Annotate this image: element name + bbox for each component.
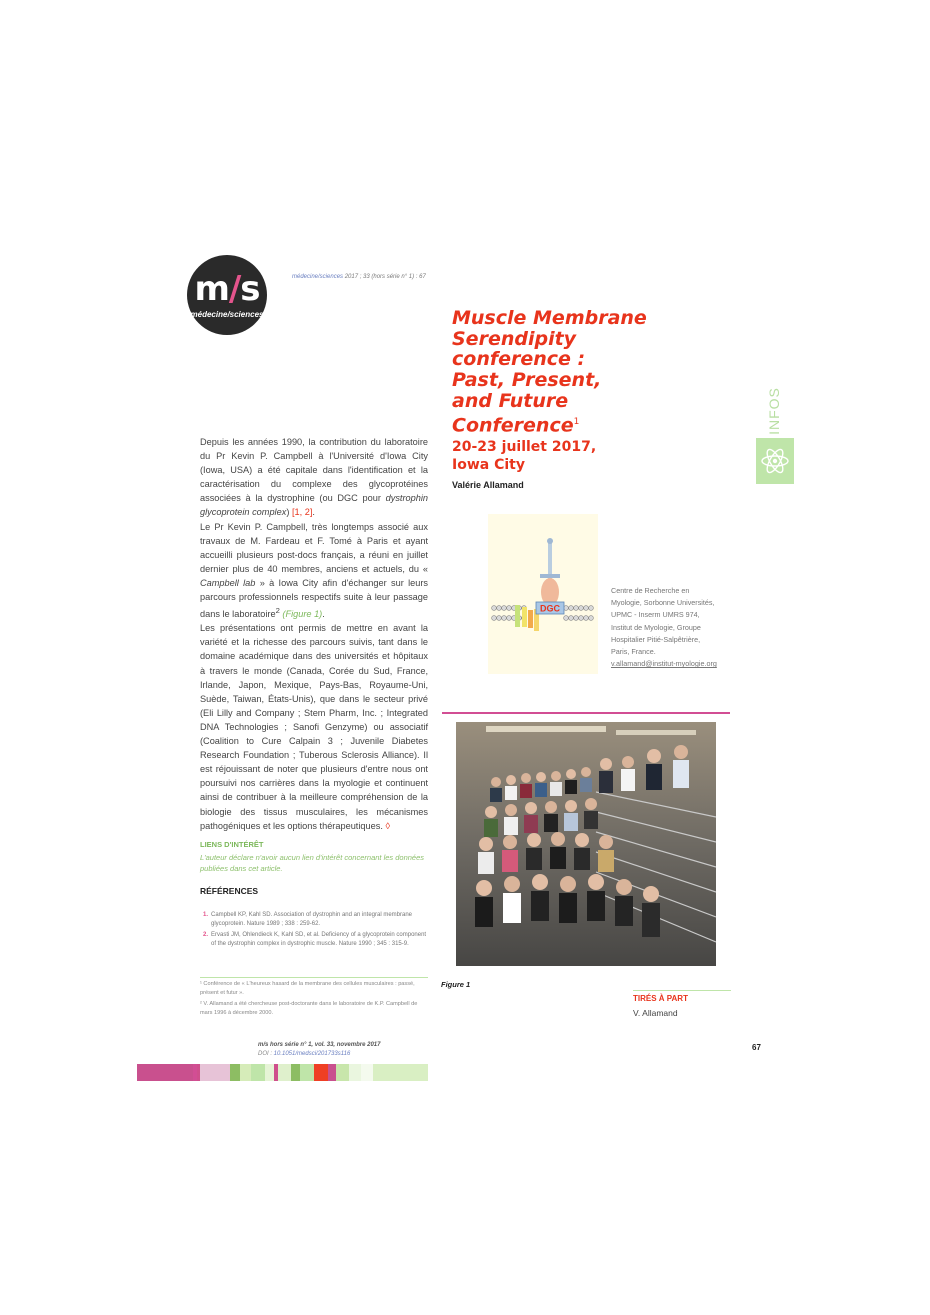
coi-heading: LIENS D'INTÉRÊT: [200, 840, 264, 849]
title-line: [452, 412, 712, 436]
body-text-run: Le Pr Kevin P. Campbell, très longtemps associé aux travaux de M. Fardeau et F. Tomé à Paris et ayant accueilli plusieurs post-docs français, a réuni en juillet dernier plus de 40 membres, anciens et actuels, du «: [200, 521, 428, 574]
coi-text: L'auteur déclare n'avoir aucun lien d'intérêt concernant les données publiées dans cet article.: [200, 853, 425, 873]
body-paragraph-1: Depuis les années 1990, la contribution du laboratoire du Pr Kevin P. Campbell à l'Université d'Iowa City (Iowa, USA) a été capitale dans l'identification et la caractérisation du complexe des glycoprotéines associées à la dystrophine (ou DGC pour dystrophin glycoprotein complex) [1, 2].: [200, 437, 428, 518]
color-bar-segment: [349, 1064, 361, 1081]
title-footnote-ref[interactable]: 1: [573, 416, 580, 427]
title-line: and Future: [452, 389, 569, 412]
logo-mark: [187, 269, 267, 309]
reprint-author: V. Allamand: [633, 1008, 678, 1018]
body-text-run: Depuis les années 1990, la contribution du laboratoire du Pr Kevin P. Campbell à l'Université d'Iowa City (Iowa, USA) a été capitale dans l'identification et la caractérisation du complexe des glycoprotéines associées à la dystrophine (ou DGC pour: [200, 437, 428, 504]
reference-number: 1.: [203, 912, 209, 918]
author-email-link[interactable]: v.allamand@institut-myologie.org: [611, 659, 717, 669]
section-tab: [756, 438, 794, 484]
section-tab-text: INFOS: [766, 387, 782, 435]
reference-link[interactable]: [1, 2]: [291, 507, 313, 518]
dgc-label: DGC: [540, 603, 560, 614]
color-bar-segment: [200, 1064, 230, 1081]
footnote-divider: [200, 977, 428, 978]
color-bar-segment: [291, 1064, 300, 1081]
color-bar-segment: [251, 1064, 265, 1081]
doi-line: [258, 1051, 350, 1057]
figure-link[interactable]: (Figure 1): [282, 609, 323, 620]
doi-label: DOI :: [258, 1051, 274, 1057]
reprint-divider: [633, 990, 731, 991]
footnote-ref[interactable]: 2: [275, 606, 280, 616]
body-paragraph-3: [200, 621, 428, 832]
reference-item: [203, 911, 427, 930]
logo-m: m: [194, 269, 229, 309]
article-author: Valérie Allamand: [452, 480, 524, 490]
color-bar-segment: [314, 1064, 328, 1081]
logo-subtitle: médecine/sciences: [190, 310, 264, 319]
journal-volume: 2017 ; 33 (hors série n° 1) : 67: [343, 274, 426, 280]
article-subtitle: [452, 438, 712, 474]
color-bar-segment: [373, 1064, 428, 1081]
references-heading: RÉFÉRENCES: [200, 886, 259, 896]
group-photo-illustration: [456, 722, 716, 966]
reference-text: Campbell KP, Kahl SD. Association of dystrophin and an integral membrane glycoprotein. Nature 1989 ; 338 : 259-62.: [211, 912, 413, 928]
affiliation-line: Paris, France.: [611, 647, 656, 657]
journal-logo: [187, 255, 267, 335]
color-bar-segment: [240, 1064, 251, 1081]
footnote: ¹ Conférence de « L'heureux hasard de la membrane des cellules musculaires : passé, présent et futur ».: [200, 981, 415, 996]
body-paragraph-2: Le Pr Kevin P. Campbell, très longtemps associé aux travaux de M. Fardeau et F. Tomé à Paris et ayant accueilli plusieurs post-docs français, a réuni en juillet dernier plus de 40 membres, anciens et actuels, du « Campbell lab » à Iowa City afin d'échanger sur leurs parcours professionnels respectifs suite à leur passage dans le laboratoire$^2$ (Figure 1).: [200, 521, 428, 620]
logo-s: s: [240, 269, 260, 309]
affiliation-line: Myologie, Sorbonne Universités,: [611, 598, 715, 608]
page-number: 67: [752, 1043, 761, 1052]
color-bar-segment: [278, 1064, 291, 1081]
affiliation-line: Hospitalier Pitié-Salpêtrière,: [611, 634, 701, 644]
article-title: [452, 308, 712, 436]
body-italic-run: dystrophin glycoprotein complex: [200, 493, 428, 518]
color-bar-segment: [265, 1064, 274, 1081]
figure-caption: Figure 1: [441, 980, 471, 989]
body-text-run: Les présentations ont permis de mettre en avant la variété et la richesse des parcours suivis, tant dans le domaine académique dans des universités et hôpitaux à travers le monde (Canada, Corée du Sud, France, Irlande, Japon, Mexique, Pays-Bas, Royaume-Uni, Suède, Taiwan, États-Unis), que dans le secteur privé (Eli Lilly and Company ; Stem Pharm, Inc. ; Integrated DNA Technologies ; Sanofi Genzyme) ou associatif (Coalition to Cure Calpain 3 ; Juvenile Diabetes Research Foundation ; Tuberous Sclerosis Alliance). Il est réjouissant de noter que plusieurs d'entre nous ont poursuivi nos carrières dans la myologie et continuent ainsi de contribuer à la meilleure compréhension de la biologie des tissus musculaires, les mécanismes pathogéniques et les options thérapeutiques.: [200, 623, 428, 831]
footnotes: [200, 980, 428, 1020]
decorative-color-bar: [137, 1064, 428, 1081]
dgc-illustration: [488, 514, 598, 674]
affiliation-line: Institut de Myologie, Groupe: [611, 622, 701, 632]
group-photo: [456, 722, 716, 966]
title-line: Past, Present,: [452, 369, 602, 392]
issue-info: m/s hors série n° 1, vol. 33, novembre 2017: [258, 1042, 381, 1048]
color-bar-segment: [300, 1064, 314, 1081]
doi-link[interactable]: 10.1051/medsci/201733s116: [273, 1051, 351, 1057]
journal-name: médecine/sciences: [292, 274, 344, 280]
reference-item: [203, 931, 427, 950]
color-bar-segment: [230, 1064, 240, 1081]
atom-icon: [756, 438, 794, 484]
reprint-heading: TIRÉS À PART: [633, 994, 688, 1003]
color-bar-segment: [167, 1064, 193, 1081]
figure-divider: [442, 712, 730, 714]
subtitle-line: 20-23 juillet 2017,: [452, 439, 597, 455]
color-bar-segment: [336, 1064, 349, 1081]
title-line: conference :: [452, 348, 586, 371]
title-line: Serendipity: [452, 327, 577, 350]
reference-text: Ervasti JM, Ohlendieck K, Kahl SD, et al. Deficiency of a glycoprotein component of the dystrophin complex in dystrophic muscle. Nature 1990 ; 345 : 315-9.: [211, 931, 427, 947]
color-bar-segment: [137, 1064, 167, 1081]
references-list: [203, 911, 427, 950]
body-italic-run: Campbell lab: [200, 577, 256, 588]
body-text-run: » à Iowa City afin d'échanger sur leurs parcours professionnels respectifs suite à leur passage dans le laboratoire: [200, 577, 428, 620]
title-line: Muscle Membrane: [452, 307, 647, 329]
color-bar-segment: [361, 1064, 373, 1081]
journal-reference: [292, 274, 426, 280]
affiliation-line: Centre de Recherche en: [611, 586, 690, 595]
author-affiliation: [611, 585, 741, 670]
color-bar-segment: [328, 1064, 336, 1081]
subtitle-line: Iowa City: [452, 457, 525, 473]
article-body: [200, 435, 428, 833]
title-line-last: Conference: [452, 413, 574, 436]
affiliation-line: UPMC - Inserm UMRS 974,: [611, 610, 700, 620]
logo-slash: /: [228, 269, 241, 309]
dgc-schematic: [488, 514, 598, 674]
end-mark: ◊: [385, 820, 390, 831]
section-tab-label: [758, 388, 790, 434]
footnote: ² V. Allamand a été chercheuse post-doctorante dans le laboratoire de K.P. Campbell de mars 1996 à décembre 2000.: [200, 1001, 418, 1016]
reference-number: 2.: [203, 931, 209, 938]
